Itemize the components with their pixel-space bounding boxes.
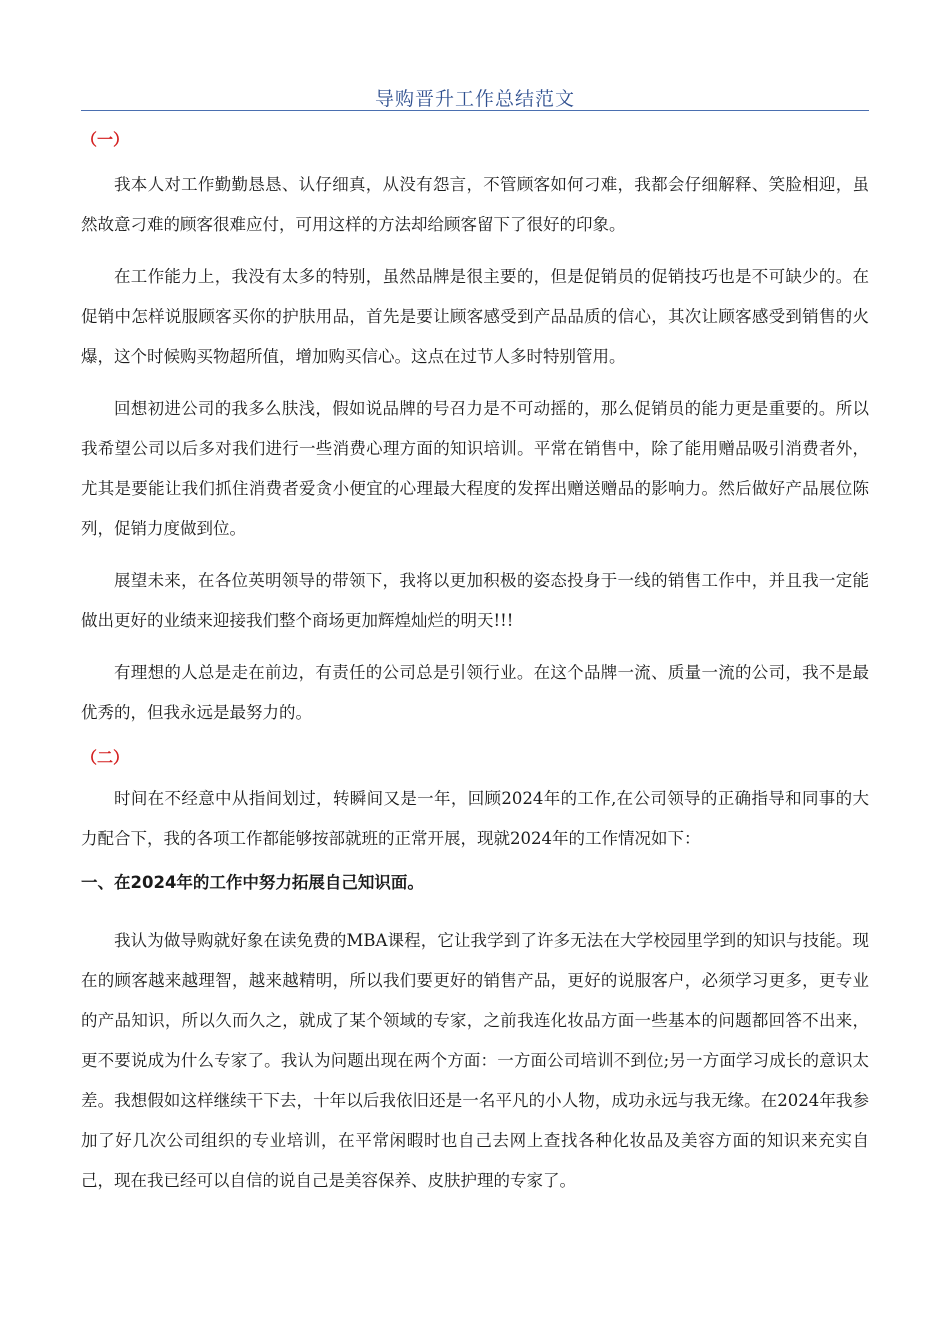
paragraph: 展望未来，在各位英明领导的带领下，我将以更加积极的姿态投身于一线的销售工作中，并且我一定能做出更好的业绩来迎接我们整个商场更加辉煌灿烂的明天!!! <box>81 571 869 630</box>
paragraph: 有理想的人总是走在前边，有责任的公司总是引领行业。在这个品牌一流、质量一流的公司，我不是最优秀的，但我永远是最努力的。 <box>81 663 869 722</box>
document-body <box>81 127 869 1201</box>
section-2-label: （二） <box>81 748 130 767</box>
document-title: 导购晋升工作总结范文 <box>374 88 575 110</box>
paragraph: 我本人对工作勤勤恳恳、认仔细真，从没有怨言，不管顾客如何刁难，我都会仔细解释、笑脸相迎，虽然故意刁难的顾客很难应付，可用这样的方法却给顾客留下了很好的印象。 <box>81 175 869 234</box>
document-header <box>81 80 869 111</box>
section-2-intro: 时间在不经意中从指间划过，转瞬间又是一年，回顾2024年的工作,在公司领导的正确指导和同事的大力配合下，我的各项工作都能够按部就班的正常开展，现就2024年的工作情况如下： <box>81 789 869 848</box>
paragraph: 回想初进公司的我多么肤浅，假如说品牌的号召力是不可动摇的，那么促销员的能力更是重要的。所以我希望公司以后多对我们进行一些消费心理方面的知识培训。平常在销售中，除了能用赠品吸引消费者外，尤其是要能让我们抓住消费者爱贪小便宜的心理最大程度的发挥出赠送赠品的影响力。然后做好产品展位陈列，促销力度做到位。 <box>81 399 869 538</box>
section-heading: 一、在2024年的工作中努力拓展自己知识面。 <box>81 873 424 892</box>
section-2-body: 我认为做导购就好象在读免费的MBA课程，它让我学到了许多无法在大学校园里学到的知识与技能。现在的顾客越来越理智，越来越精明，所以我们要更好的销售产品，更好的说服客户，必须学习更多，更专业的产品知识，所以久而久之，就成了某个领域的专家，之前我连化妆品方面一些基本的问题都回答不出来，更不要说成为什么专家了。我认为问题出现在两个方面：一方面公司培训不到位;另一方面学习成长的意识太差。我想假如这样继续干下去，十年以后我依旧还是一名平凡的小人物，成功永远与我无缘。在2024年我参加了好几次公司组织的专业培训，在平常闲暇时也自己去网上查找各种化妆品及美容方面的知识来充实自己，现在我已经可以自信的说自己是美容保养、皮肤护理的专家了。 <box>81 931 869 1190</box>
section-1-label: （一） <box>81 130 130 149</box>
paragraph: 在工作能力上，我没有太多的特别，虽然品牌是很主要的，但是促销员的促销技巧也是不可缺少的。在促销中怎样说服顾客买你的护肤用品，首先是要让顾客感受到产品品质的信心，其次让顾客感受到销售的火爆，这个时候购买物超所值，增加购买信心。这点在过节人多时特别管用。 <box>81 267 869 366</box>
